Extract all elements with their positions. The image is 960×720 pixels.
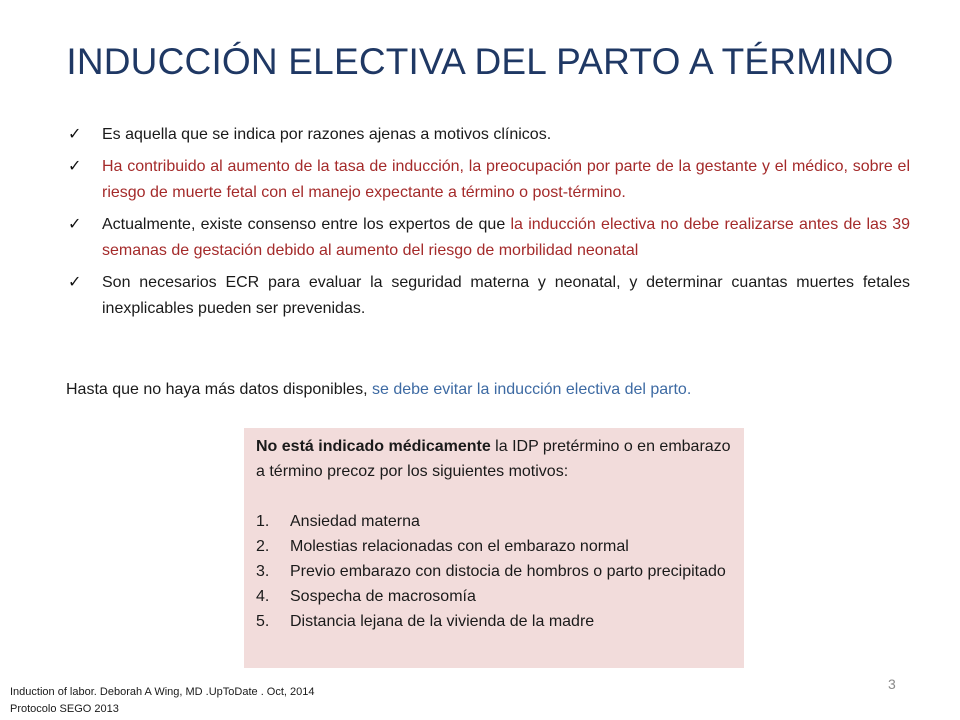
bullet-item (66, 154, 910, 206)
bullet-item (66, 270, 910, 322)
box-intro-rest: la IDP pretérmino o en embarazo a término precoz por los siguientes motivos: (256, 438, 731, 480)
reason-text: Molestias relacionadas con el embarazo normal (290, 538, 629, 555)
reason-item (256, 584, 732, 609)
conclusion-plain: Hasta que no haya más datos disponibles, (66, 381, 372, 398)
reference-item: Induction of labor. Deborah A Wing, MD .UpToDate . Oct, 2014 (10, 686, 315, 698)
bullet-text: Son necesarios ECR para evaluar la seguridad materna y neonatal, y determinar cuantas muertes fetales inexplicables pueden ser prevenidas. (102, 274, 910, 317)
conclusion-text (66, 377, 910, 403)
references (10, 684, 315, 718)
box-intro-bold: No está indicado médicamente (256, 438, 491, 455)
bullet-text: Actualmente, existe consenso entre los expertos de que (102, 216, 511, 233)
reason-number: 4. (256, 588, 270, 605)
reason-item (256, 534, 732, 559)
bullet-item (66, 212, 910, 264)
not-indicated-box (244, 428, 744, 668)
reason-number: 2. (256, 538, 270, 555)
reason-text: Previo embarazo con distocia de hombros o parto precipitado (290, 563, 726, 580)
bullet-text: Ha contribuido al aumento de la tasa de inducción, la preocupación por parte de la gestante y el médico, sobre el riesgo de muerte fetal con el manejo expectante a término o post-término. (102, 158, 910, 201)
conclusion-highlight: se debe evitar la inducción electiva del parto. (371, 381, 692, 398)
reason-number: 3. (256, 563, 270, 580)
reason-text: Distancia lejana de la vivienda de la madre (290, 613, 595, 630)
reason-item (256, 509, 732, 534)
box-intro (256, 434, 732, 484)
checkmark-icon: ✓ (68, 126, 82, 143)
page-number: 3 (888, 676, 896, 692)
checkmark-icon: ✓ (68, 274, 82, 291)
bullet-list (66, 122, 910, 328)
reason-text: Ansiedad materna (290, 513, 420, 530)
reason-item (256, 609, 732, 634)
slide-title: INDUCCIÓN ELECTIVA DEL PARTO A TÉRMINO (66, 41, 894, 82)
reason-item (256, 559, 732, 584)
bullet-text: Es aquella que se indica por razones ajenas a motivos clínicos. (102, 126, 552, 143)
reason-list (256, 509, 732, 634)
reason-number: 1. (256, 513, 270, 530)
reference-item: Protocolo SEGO 2013 (10, 703, 119, 715)
checkmark-icon: ✓ (68, 158, 82, 175)
checkmark-icon: ✓ (68, 216, 82, 233)
reason-text: Sospecha de macrosomía (290, 588, 476, 605)
reason-number: 5. (256, 613, 270, 630)
bullet-item (66, 122, 910, 148)
bullet-text-highlight: la inducción electiva no debe realizarse antes de las 39 semanas de gestación debido al aumento del riesgo de morbilidad neonatal (102, 216, 911, 259)
